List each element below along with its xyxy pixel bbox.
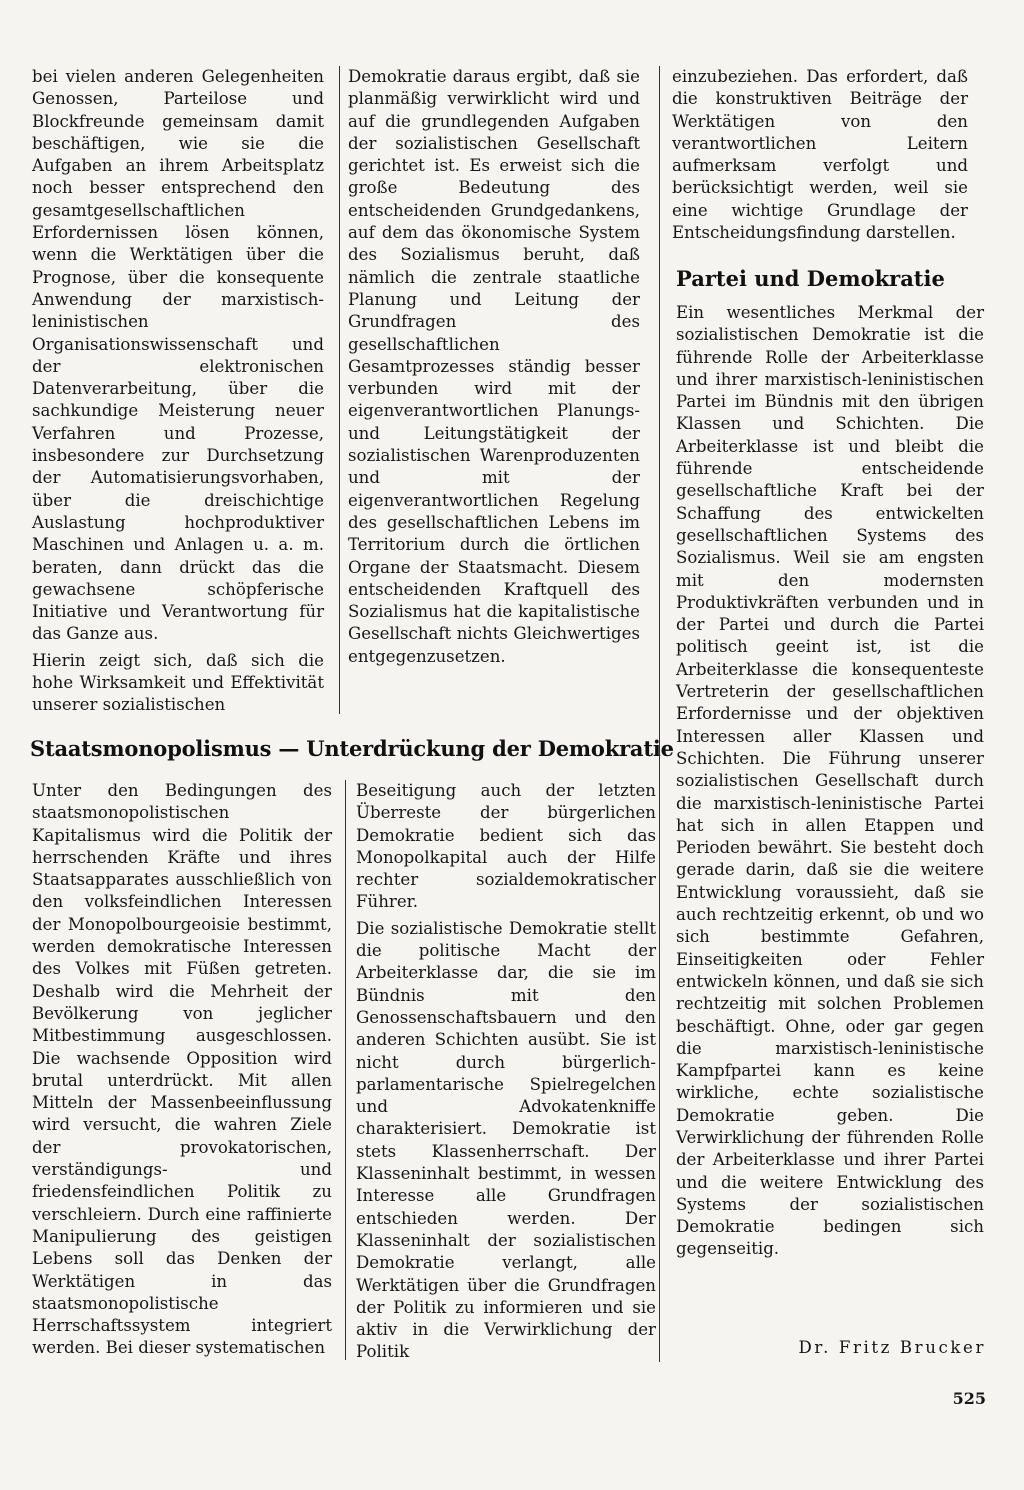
page-number: 525 (952, 1389, 986, 1408)
paragraph: Ein wesentliches Merkmal der sozialistischen Demokratie ist die führende Rolle der Arbeiterklasse und ihrer marxistisch-leninistischen Partei im Bündnis mit den übrigen Klassen und Schichten. Die Arbeiterklasse ist und bleibt die führende entscheidende gesellschaftliche Kraft bei der Schaffung des entwickelten gesellschaftlichen Systems des Sozialismus. Weil sie am engsten mit den modernsten Produktivkräften verbunden und in der Partei und durch die Partei politisch geeint ist, ist die Arbeiterklasse die konsequenteste Vertreterin der gesellschaftlichen Erfordernisse und der objektiven Interessen aller Klassen und Schichten. Die Führung unserer sozialistischen Gesellschaft durch die marxistisch-leninistische Partei hat sich in allen Etappen und Perioden bewährt. Sie besteht doch gerade darin, daß sie die weitere Entwicklung voraussieht, daß sie auch rechtzeitig erkennt, ob und wo sich bestimmte Gefahren, Einseitigkeiten oder Fehler entwickeln können, und daß sie sich rechtzeitig mit solchen Problemen beschäftigt. Ohne, oder gar gegen die marxistisch-leninistische Kampfpartei kann es keine wirkliche, echte sozialistische Demokratie geben. Die Verwirklichung der führenden Rolle der Arbeiterklasse und ihrer Partei und die weitere Entwicklung des Systems der sozialistischen Demokratie bedingen sich gegenseitig. (676, 303, 984, 1259)
subheading: Partei und Demokratie (676, 266, 945, 291)
paragraph: bei vielen anderen Gelegenheiten Genossen, Parteilose und Blockfreunde gemeinsam damit beschäftigen, wie sie die Aufgaben an ihrem Arbeitsplatz noch besser entsprechend den gesamtgesellschaftlichen Erfordernissen lösen können, wenn die Werktätigen über die Prognose, über die konsequente Anwendung der marxistisch-leninistischen Organisationswissenschaft und der elektronischen Datenverarbeitung, über die sachkundige Meisterung neuer Verfahren und Prozesse, insbesondere zur Durchsetzung der Automatisierungsvorhaben, über die dreischichtige Auslastung hochproduktiver Maschinen und Anlagen u. a. m. beraten, dann drückt das die gewachsene schöpferische Initiative und Verantwortung für das Ganze aus. (32, 67, 324, 644)
paragraph: Unter den Bedingungen des staatsmonopolistischen Kapitalismus wird die Politik der herrschenden Kräfte und ihres Staatsapparates ausschließlich von den volksfeindlichen Interessen der Monopolbourgeoisie bestimmt, werden demokratische Interessen des Volkes mit Füßen getreten. Deshalb wird die Mehrheit der Bevölkerung von jeglicher Mitbestimmung ausgeschlossen. Die wachsende Opposition wird brutal unterdrückt. Mit allen Mitteln der Massenbeeinflussung wird versucht, die wahren Ziele der provokatorischen, verständigungs- und friedensfeindlichen Politik zu verschleiern. Durch eine raffinierte Manipulierung des geistigen Lebens soll das Denken der Werktätigen in das staatsmonopolistische Herrschaftssystem integriert werden. Bei dieser systematischen (32, 781, 332, 1358)
column-divider (339, 66, 340, 714)
section-heading: Staatsmonopolismus — Unterdrückung der Demokratie (30, 736, 674, 761)
top-left-column (32, 66, 324, 717)
top-middle-column (348, 66, 640, 668)
author-signature: Dr. Fritz Brucker (798, 1338, 986, 1357)
paragraph: Die sozialistische Demokratie stellt die politische Macht der Arbeiterklasse dar, die sie im Bündnis mit den Genossenschaftsbauern und den anderen Schichten ausübt. Sie ist nicht durch bürgerlich-parlamentarische Spielregelchen und Advokatenkniffe charakterisiert. Demokratie ist stets Klassenherrschaft. Der Klasseninhalt bestimmt, in wessen Interesse alle Grundfragen entschieden werden. Der Klasseninhalt der sozialistischen Demokratie verlangt, alle Werktätigen über die Grundfragen der Politik zu informieren und sie aktiv in die Verwirklichung der Politik (356, 918, 656, 1362)
column-divider (659, 66, 660, 1362)
paragraph: Beseitigung auch der letzten Überreste der bürgerlichen Demokratie bedient sich das Monopolkapital auch der Hilfe rechter sozialdemokratischer Führer. (356, 781, 656, 912)
paragraph: Demokratie daraus ergibt, daß sie planmäßig verwirklicht wird und auf die grundlegenden Aufgaben der sozialistischen Gesellschaft gerichtet ist. Es erweist sich die große Bedeutung des entscheidenden Grundgedankens, auf dem das ökonomische System des Sozialismus beruht, daß nämlich die zentrale staatliche Planung und Leitung der Grundfragen des gesellschaftlichen Gesamtprozesses ständig besser verbunden wird mit der eigenverantwortlichen Planungs- und Leitungstätigkeit der sozialistischen Warenproduzenten und mit der eigenverantwortlichen Regelung des gesellschaftlichen Lebens im Territorium durch die örtlichen Organe der Staatsmacht. Diesem entscheidenden Kraftquell des Sozialismus hat die kapitalistische Gesellschaft nichts Gleichwertiges entgegenzusetzen. (348, 67, 640, 666)
bottom-left-column (32, 780, 332, 1360)
column-divider (345, 780, 346, 1360)
right-column-body (676, 302, 984, 1261)
paragraph: Hierin zeigt sich, daß sich die hohe Wirksamkeit und Effektivität unserer sozialistischen (32, 650, 324, 715)
bottom-middle-column (356, 780, 656, 1364)
right-column-intro (672, 66, 968, 244)
paragraph: einzubeziehen. Das erfordert, daß die konstruktiven Beiträge der Werktätigen von den verantwortlichen Leitern aufmerksam verfolgt und berücksichtigt werden, weil sie eine wichtige Grundlage der Entscheidungsfindung darstellen. (672, 67, 968, 243)
